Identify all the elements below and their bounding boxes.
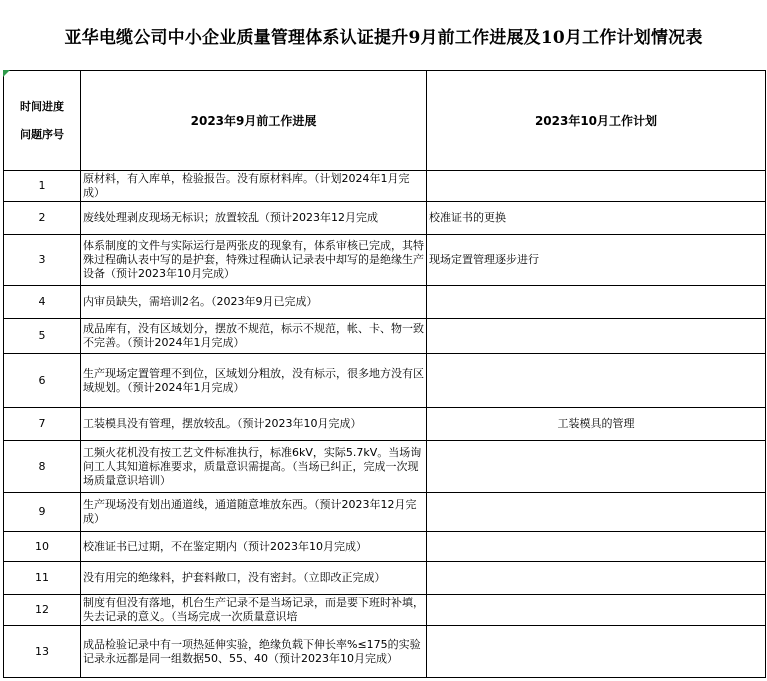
row-plan <box>427 562 766 595</box>
row-number: 13 <box>4 626 81 678</box>
header-seq-line2: 问题序号 <box>20 127 64 141</box>
row-number: 8 <box>4 441 81 493</box>
row-number: 12 <box>4 595 81 626</box>
table-row <box>4 171 766 202</box>
row-number: 5 <box>4 319 81 354</box>
selected-cell-corner-marker <box>3 70 10 77</box>
row-progress: 废线处理剥皮现场无标识；放置较乱（预计2023年12月完成 <box>81 202 427 235</box>
row-progress: 内审员缺失，需培训2名。（2023年9月已完成） <box>81 286 427 319</box>
table-row <box>4 202 766 235</box>
header-seq-line1: 时间进度 <box>20 99 64 113</box>
row-plan: 工装模具的管理 <box>427 408 766 441</box>
page-title: 亚华电缆公司中小企业质量管理体系认证提升9月前工作进展及10月工作计划情况表 <box>64 27 703 48</box>
row-progress: 原材料，有入库单，检验报告。没有原材料库。（计划2024年1月完成） <box>81 171 427 202</box>
table-row <box>4 626 766 678</box>
row-plan <box>427 532 766 562</box>
row-plan <box>427 354 766 408</box>
row-number: 6 <box>4 354 81 408</box>
row-progress: 制度有但没有落地，机台生产记录不是当场记录，而是要下班时补填，失去记录的意义。（当场完成一次质量意识培 <box>81 595 427 626</box>
table-row <box>4 595 766 626</box>
table-row <box>4 286 766 319</box>
row-plan <box>427 319 766 354</box>
header-progress: 2023年9月前工作进展 <box>81 71 427 171</box>
table-header-row <box>4 71 766 171</box>
header-plan: 2023年10月工作计划 <box>427 71 766 171</box>
row-progress: 成品库有，没有区域划分，摆放不规范，标示不规范，帐、卡、物一致不完善。（预计2024年1月完成） <box>81 319 427 354</box>
row-progress: 没有用完的绝缘料，护套料敞口，没有密封。（立即改正完成） <box>81 562 427 595</box>
row-plan <box>427 493 766 532</box>
row-number: 3 <box>4 235 81 286</box>
row-plan <box>427 626 766 678</box>
table-row <box>4 235 766 286</box>
row-progress: 生产现场没有划出通道线，通道随意堆放东西。（预计2023年12月完成） <box>81 493 427 532</box>
table-row <box>4 532 766 562</box>
table-row <box>4 408 766 441</box>
table-row <box>4 354 766 408</box>
row-progress: 工频火花机没有按工艺文件标准执行，标准6kV，实际5.7kV。当场询问工人其知道标准要求，质量意识需提高。（当场已纠正，完成一次现场质量意识培训） <box>81 441 427 493</box>
row-plan: 校准证书的更换 <box>427 202 766 235</box>
row-progress: 工装模具没有管理，摆放较乱。（预计2023年10月完成） <box>81 408 427 441</box>
row-number: 10 <box>4 532 81 562</box>
table-row <box>4 319 766 354</box>
row-plan <box>427 171 766 202</box>
table-row <box>4 562 766 595</box>
row-number: 1 <box>4 171 81 202</box>
row-progress: 生产现场定置管理不到位，区域划分粗放，没有标示，很多地方没有区域规划。（预计2024年1月完成） <box>81 354 427 408</box>
row-plan <box>427 441 766 493</box>
work-progress-table <box>3 70 766 678</box>
header-seq-cell <box>4 71 81 171</box>
row-number: 7 <box>4 408 81 441</box>
row-plan <box>427 286 766 319</box>
row-number: 2 <box>4 202 81 235</box>
row-progress: 校准证书已过期，不在鉴定期内（预计2023年10月完成） <box>81 532 427 562</box>
table-row <box>4 441 766 493</box>
row-number: 11 <box>4 562 81 595</box>
row-progress: 体系制度的文件与实际运行是两张皮的现象有，体系审核已完成，其特殊过程确认表中写的是护套，特殊过程确认记录表中却写的是绝缘生产设备（预计2023年10月完成） <box>81 235 427 286</box>
table-row <box>4 493 766 532</box>
row-plan: 现场定置管理逐步进行 <box>427 235 766 286</box>
row-progress: 成品检验记录中有一项热延伸实验，绝缘负载下伸长率%≤175的实验记录永远都是同一组数据50、55、40（预计2023年10月完成） <box>81 626 427 678</box>
row-number: 9 <box>4 493 81 532</box>
row-plan <box>427 595 766 626</box>
row-number: 4 <box>4 286 81 319</box>
